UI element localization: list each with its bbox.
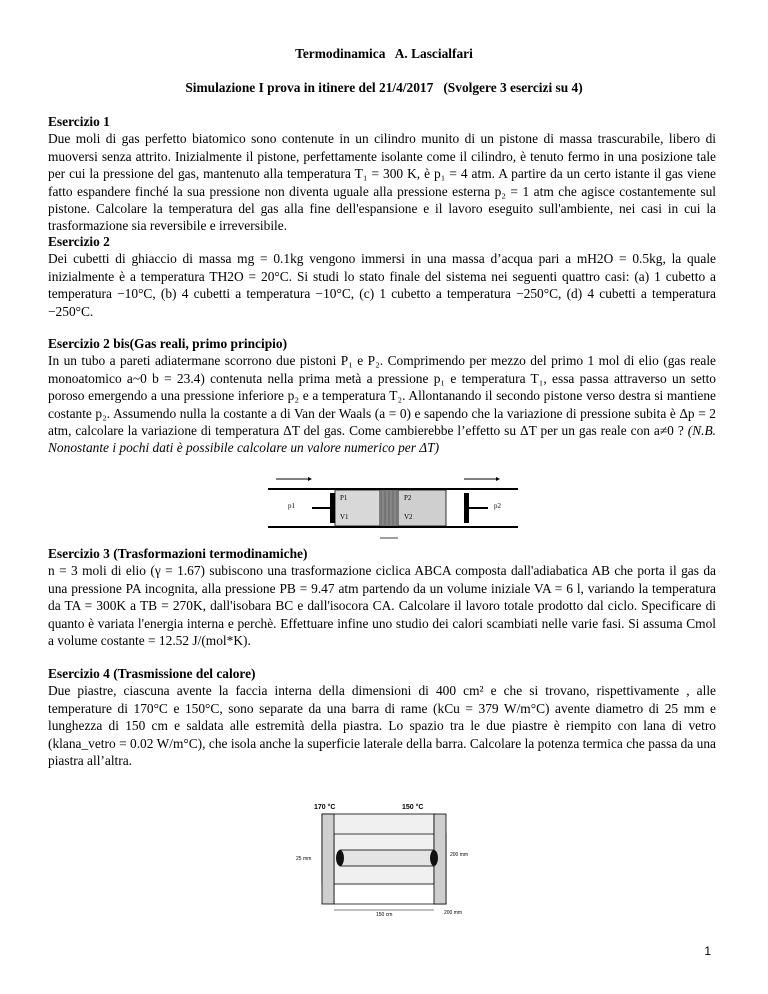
course-title: Termodinamica A. Lascialfari — [295, 46, 473, 61]
bar-end-left — [336, 850, 344, 866]
exam-subtitle: Simulazione I prova in itinere del 21/4/2017 (Svolgere 3 esercizi su 4) — [185, 80, 583, 95]
exercise-title: Esercizio 2 — [48, 234, 110, 249]
exercise-4 — [48, 665, 716, 769]
piston-1 — [330, 493, 335, 523]
exercise-title: Esercizio 2 bis(Gas reali, primo principio) — [48, 336, 288, 351]
exercise-2-bis — [48, 335, 716, 457]
height-label: 200 mm — [450, 852, 469, 858]
length-label: 150 cm — [376, 912, 393, 918]
diameter-label: 25 mm — [296, 856, 312, 862]
temp-right-label: 150 °C — [402, 804, 424, 811]
temp-left-label: 170 °C — [314, 804, 336, 811]
exercise-3 — [48, 545, 716, 649]
piston-2 — [464, 493, 469, 523]
label-left-pressure: p1 — [288, 502, 295, 510]
exercise-note: (N.B. Nonostante i pochi dati è possibile calcolare un valore numerico per ΔT) — [48, 423, 716, 456]
label-p1: P1 — [340, 494, 348, 502]
exercise-1 — [48, 113, 716, 235]
exercise-body: n = 3 moli di elio (γ = 1.67) subiscono una trasformazione ciclica ABCA composta dall'adiabatica AB che porta il gas da una pressione PA incognita, alla pressione PB = 9.47 atm partendo da un volume iniziale VA = 6 l, variando la temperatura da TA = 300K a TB = 270K, dall'isobara BC e dall'isocora CA. Calcolare il lavoro totale prodotto dal ciclo. Specificare di quanto è variata l'energia interna e perchè. Effettuare infine uno studio dei calori scambiati nelle varie fasi. Si assuma Cmol a volume costante = 12.52 J/(mol*K). — [48, 563, 716, 649]
label-v2: V2 — [404, 513, 413, 521]
bar-end-right — [430, 850, 438, 866]
label-p2: P2 — [404, 494, 412, 502]
exercise-2 — [48, 233, 716, 320]
piston-tube-figure — [268, 475, 518, 543]
left-arrow-head — [308, 477, 312, 481]
width-label: 200 mm — [444, 910, 463, 916]
exercise-title: Esercizio 1 — [48, 114, 110, 129]
label-v1: V1 — [340, 513, 349, 521]
copper-bar — [340, 850, 434, 866]
right-arrow-head — [496, 477, 500, 481]
exercise-body: Due moli di gas perfetto biatomico sono contenute in un cilindro munito di un pistone di massa trascurabile, libero di muoversi senza attrito. Inizialmente il pistone, perfettamente isolante come il cilindro, è tenuto fermo in una posizione tale per cui la pressione del gas, mantenuto alla temperatura T₁ = 300 K, è p₁ = 4 atm. A partire da un certo istante il gas viene fatto espandere finché la sua pressione non diventa uguale alla pressione esterna p₂ = 1 atm che agisce costantemente sul pistone. Calcolare la temperatura del gas alla fine dell'espansione e il lavoro eseguito sull'ambiente, nei casi in cui la trasformazione sia reversibile e irreversibile. — [48, 131, 716, 234]
exercise-body: Dei cubetti di ghiaccio di massa mg = 0.1kg vengono immersi in una massa d’acqua pari a mH2O = 0.5kg, la quale inizialmente è a temperatura TH2O = 20°C. Si studi lo stato finale del sistema nei seguenti quattro casi: (a) 1 cubetto a temperatura −10°C, (b) 4 cubetti a temperatura −10°C, (c) 1 cubetto a temperatura −250°C, (d) 4 cubetti a temperatura −250°C. — [48, 251, 716, 319]
exercise-body — [48, 352, 716, 456]
exercise-text: In un tubo a pareti adiatermane scorrono due pistoni P₁ e P₂. Comprimendo per mezzo del primo 1 mol di elio (gas reale monoatomico a~0 b = 23.4) contenuta nella prima metà a pressione p₁ e temperatura T₁, essa passa attraverso un setto poroso emergendo a una pressione inferiore p₂ e a temperatura T₂. Allontanando il secondo pistone verso destra si mantiene costante p₂. Assumendo nulla la costante a di Van der Waals (a = 0) e sapendo che la variazione di pressione subita è Δp = 2 atm, calcolare la variazione di temperatura ΔT del gas. Come cambierebbe l’effetto su ΔT per un gas reale con a≠0 ? — [48, 353, 716, 439]
label-right-pressure: p2 — [494, 502, 501, 510]
plates-bar-figure — [294, 800, 474, 920]
exercise-title: Esercizio 3 (Trasformazioni termodinamiche) — [48, 546, 308, 561]
exercise-body: Due piastre, ciascuna avente la faccia interna della dimensioni di 400 cm² e che si trovano, rispettivamente , alle temperature di 170°C e 150°C, sono separate da una barra di rame (kCu = 379 W/m°C) avente diametro di 25 mm e lunghezza di 150 cm e saldata alle estremità della piastra. Lo spazio tra le due piastre è riempito con lana di vetro (klana_vetro = 0.02 W/m°C), che isola anche la superficie laterale della barra. Calcolare la potenza termica che passa da una piastra all’altra. — [48, 683, 716, 769]
left-plate — [322, 814, 334, 904]
exercise-title: Esercizio 4 (Trasmissione del calore) — [48, 666, 256, 681]
page-number: 1 — [704, 944, 711, 958]
